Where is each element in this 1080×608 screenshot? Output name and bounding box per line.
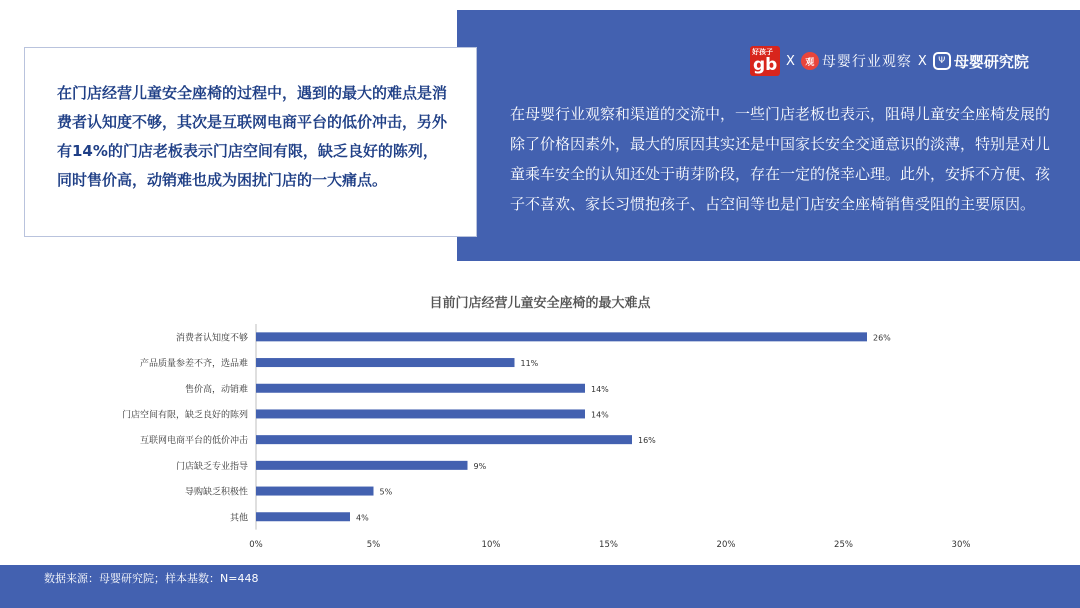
muying-institute-logo-mark: Ψ xyxy=(933,52,951,70)
x-tick-label: 5% xyxy=(366,540,381,550)
bar xyxy=(256,512,350,521)
quote-text: 在门店经营儿童安全座椅的过程中，遇到的最大的难点是消费者认知度不够，其次是互联网电商平台的低价冲击，另外有14%的门店老板表示门店空间有限，缺乏良好的陈列，同时售价高，动销难也成为困扰门店的一大痛点。 xyxy=(57,84,448,189)
data-label: 26% xyxy=(873,333,891,343)
body-text: 在母婴行业观察和渠道的交流中，一些门店老板也表示，阻碍儿童安全座椅发展的除了价格因素外，最大的原因其实还是中国家长安全交通意识的淡薄，特别是对儿童乘车安全的认知还处于萌芽阶段，存在一定的侥幸心理。此外，安拆不方便、孩子不喜欢、家长习惯抱孩子、占空间等也是门店安全座椅销售受阻的主要原因。 xyxy=(510,105,1051,213)
x-tick-label: 20% xyxy=(716,540,736,550)
bar xyxy=(256,435,632,444)
data-label: 16% xyxy=(638,436,656,446)
category-label: 互联网电商平台的低价冲击 xyxy=(139,436,248,447)
bar xyxy=(256,384,585,393)
data-label: 5% xyxy=(379,487,393,497)
bar xyxy=(256,487,374,496)
category-label: 产品质量参差不齐，选品难 xyxy=(139,359,248,370)
logo-separator: X xyxy=(917,53,927,69)
x-tick-label: 10% xyxy=(481,540,501,550)
muying-observation-logo-text: 母婴行业观察 xyxy=(821,54,912,70)
data-label: 14% xyxy=(591,410,609,420)
data-label: 4% xyxy=(356,513,369,523)
logo-separator: X xyxy=(786,53,795,69)
x-tick-label: 0% xyxy=(249,540,263,550)
goodbaby-logo-big-text: gb xyxy=(753,55,778,75)
category-label: 其他 xyxy=(229,513,248,524)
category-label: 售价高，动销难 xyxy=(184,384,248,395)
category-label: 门店缺乏专业指导 xyxy=(175,461,248,472)
data-label: 9% xyxy=(473,461,487,471)
category-label: 门店空间有限，缺乏良好的陈列 xyxy=(121,410,248,421)
chart-title: 目前门店经营儿童安全座椅的最大难点 xyxy=(429,296,651,311)
x-tick-label: 30% xyxy=(951,540,971,550)
goodbaby-logo-small-text: 好孩子 xyxy=(752,48,773,56)
category-label: 导购缺乏积极性 xyxy=(184,487,248,498)
x-tick-label: 15% xyxy=(599,540,618,550)
category-label: 消费者认知度不够 xyxy=(175,333,248,344)
bar xyxy=(256,358,515,367)
x-tick-label: 25% xyxy=(834,540,853,550)
bar xyxy=(256,409,585,418)
muying-institute-logo-text: 母婴研究院 xyxy=(953,52,1029,71)
data-source-note: 数据来源：母婴研究院；样本基数：N=448 xyxy=(44,572,259,585)
muying-observation-logo-mark: 观 xyxy=(801,52,819,70)
data-label: 11% xyxy=(520,359,539,369)
bar xyxy=(256,332,867,341)
bar xyxy=(256,461,468,470)
data-label: 14% xyxy=(591,384,609,394)
footer-bar xyxy=(0,565,1080,608)
